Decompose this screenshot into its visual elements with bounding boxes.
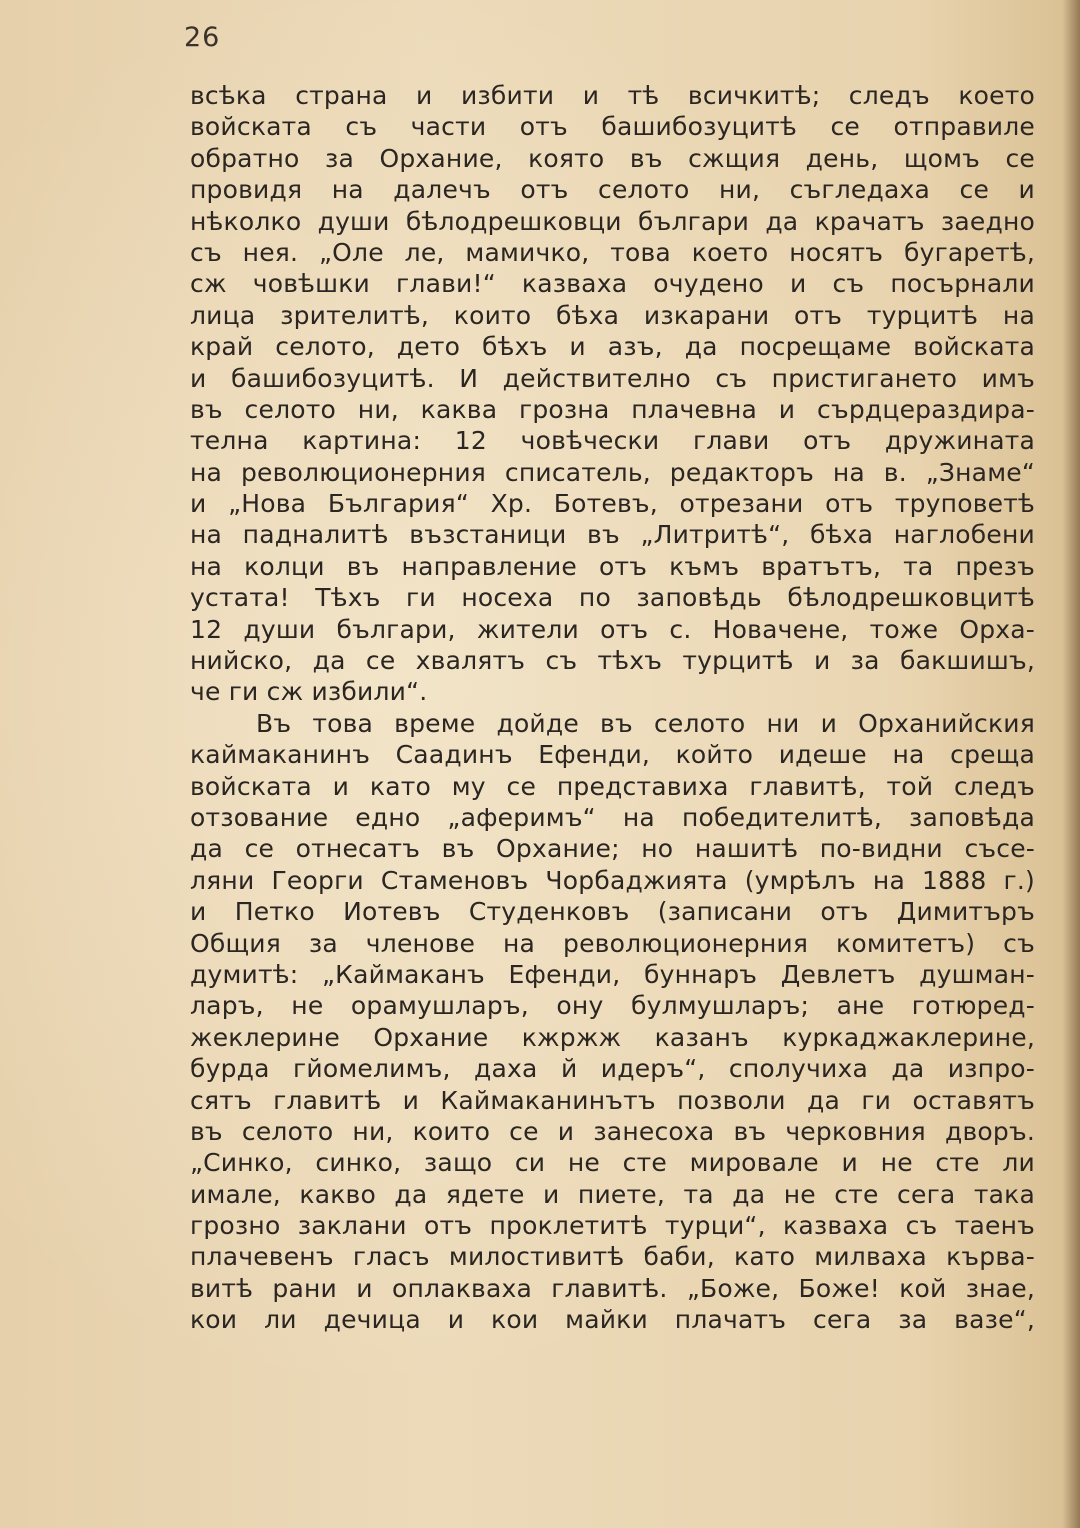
text-line: всѣка страна и избити и тѣ всичкитѣ; следъ което <box>190 81 1035 110</box>
text-line: каймаканинъ Саадинъ Ефенди, който идеше на среща <box>190 740 1035 770</box>
text-line: лица зрителитѣ, които бѣха изкарани отъ турцитѣ на <box>190 300 1035 330</box>
text-line: 12 души българи, жители отъ с. Новачене, тоже Орха- <box>190 614 1035 644</box>
text-line: жеклерине Орхание кжржж казанъ куркаджаклерине, <box>190 1022 1035 1052</box>
text-line: телна картина: 12 човѣчески глави отъ дружината <box>190 426 1035 456</box>
text-line: войската съ части отъ башибозуцитѣ се отправиле <box>190 112 1035 142</box>
text-line: въ селото ни, каква грозна плачевна и сърдцераздира- <box>190 394 1035 424</box>
text-line: сж човѣшки глави!“ казваха очудено и съ посърнали <box>190 269 1035 299</box>
text-line: думитѣ: „Каймаканъ Ефенди, буннаръ Девлетъ душман- <box>190 959 1035 989</box>
text-line: и Петко Иотевъ Студенковъ (записани отъ Димитъръ <box>190 897 1035 927</box>
text-line: войската и като му се представиха главитѣ, той следъ <box>190 771 1035 801</box>
text-line: витѣ рани и оплакваха главитѣ. „Боже, Боже! кой знае, <box>190 1273 1035 1303</box>
text-line: да се отнесатъ въ Орхание; но нашитѣ по-видни съсе- <box>190 834 1035 864</box>
text-line: плачевенъ гласъ милостивитѣ баби, като милваха кърва- <box>190 1242 1035 1272</box>
text-line: на революционерния списатель, редакторъ на в. „Знаме“ <box>190 457 1035 487</box>
text-line: и башибозуцитѣ. И действително съ пристигането имъ <box>190 363 1035 393</box>
text-line: отзование едно „аферимъ“ на победителитѣ, заповѣда <box>190 802 1035 832</box>
text-line: кои ли дечица и кои майки плачатъ сега за вазе“, <box>190 1305 1035 1335</box>
text-line: „Синко, синко, защо си не сте мировале и не сте ли <box>190 1148 1035 1178</box>
text-line: край селото, дето бѣхъ и азъ, да посрещаме войската <box>190 332 1035 362</box>
body-text <box>190 80 1035 1336</box>
text-line: и „Нова България“ Хр. Ботевъ, отрезани отъ труповетѣ <box>190 489 1035 519</box>
text-line: сятъ главитѣ и Каймаканинътъ позволи да ги оставятъ <box>190 1085 1035 1115</box>
text-line: съ нея. „Оле ле, мамичко, това което носятъ бугаретѣ, <box>190 237 1035 267</box>
text-line: устата! Тѣхъ ги носеха по заповѣдь бѣлодрешковцитѣ <box>190 583 1035 613</box>
text-line: на падналитѣ възстаници въ „Литритѣ“, бѣха наглобени <box>190 520 1035 550</box>
text-line: че ги сж избили“. <box>190 677 428 707</box>
text-line: въ селото ни, които се и занесоха въ черковния дворъ. <box>190 1116 1035 1146</box>
text-line: ляни Георги Стаменовъ Чорбаджията (умрѣлъ на 1888 г.) <box>190 865 1035 895</box>
text-line: бурда гйомелимъ, даха й идеръ“, сполучиха да изпро- <box>190 1054 1035 1084</box>
page-edge-shadow <box>1062 0 1080 1528</box>
text-line: Въ това време дойде въ селото ни и Орханийския <box>256 708 1035 738</box>
text-line: имале, какво да ядете и пиете, та да не сте сега така <box>190 1179 1035 1209</box>
text-line: на колци въ направление отъ къмъ вратътъ, та презъ <box>190 551 1035 581</box>
text-line: ларъ, не орамушларъ, ону булмушларъ; ане готюред- <box>190 991 1035 1021</box>
text-line: провидя на далечъ отъ селото ни, съгледаха се и <box>190 175 1035 205</box>
page-number: 26 <box>184 22 221 53</box>
text-line: нѣколко души бѣлодрешковци българи да крачатъ заедно <box>190 206 1035 236</box>
text-line: нийско, да се хвалятъ съ тѣхъ турцитѣ и за бакшишъ, <box>190 646 1035 676</box>
text-line: обратно за Орхание, която въ сжщия день, щомъ се <box>190 143 1035 173</box>
text-line: Общия за членове на революционерния комитетъ) съ <box>190 928 1035 958</box>
text-line: грозно заклани отъ проклетитѣ турци“, казваха съ таенъ <box>190 1211 1035 1241</box>
